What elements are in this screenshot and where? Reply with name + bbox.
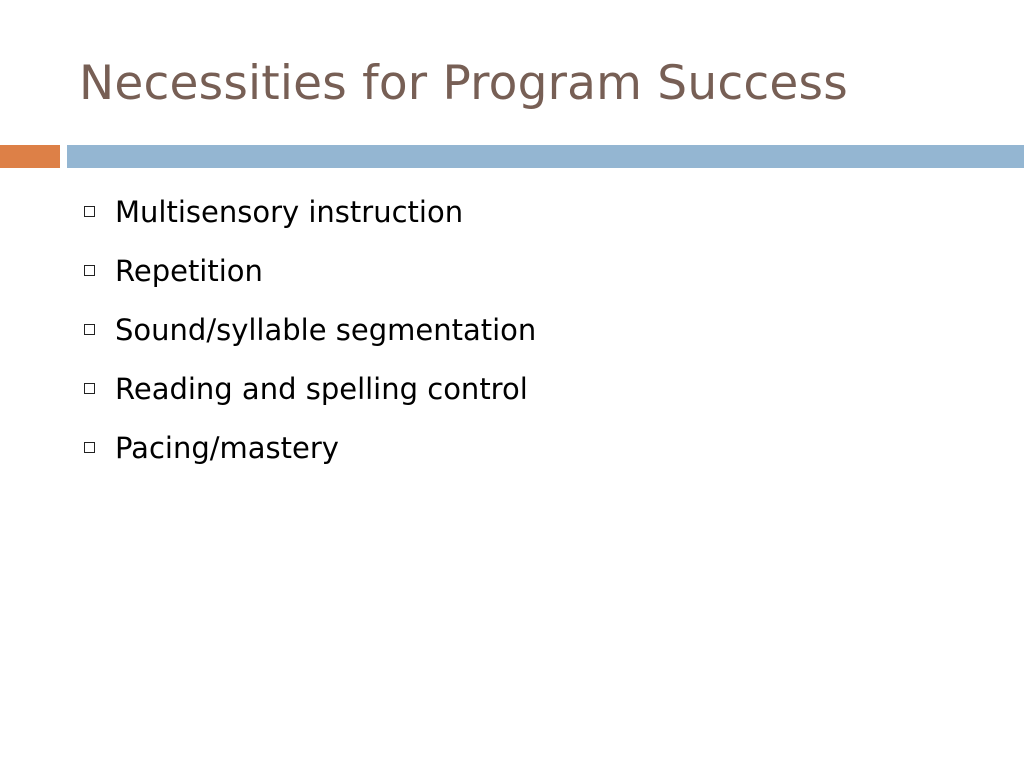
bullet-item — [84, 300, 536, 359]
hollow-square-icon — [84, 206, 95, 217]
slide-title: Necessities for Program Success — [79, 56, 848, 111]
bullet-text: Sound/syllable segmentation — [115, 312, 537, 347]
accent-bar-orange — [0, 145, 60, 168]
hollow-square-icon — [84, 324, 95, 335]
bullet-text: Reading and spelling control — [115, 371, 528, 406]
hollow-square-icon — [84, 442, 95, 453]
bullet-list — [84, 182, 536, 477]
hollow-square-icon — [84, 265, 95, 276]
bullet-item — [84, 418, 536, 477]
hollow-square-icon — [84, 383, 95, 394]
accent-bar-blue — [67, 145, 1024, 168]
bullet-item — [84, 182, 536, 241]
bullet-item — [84, 359, 536, 418]
bullet-text: Repetition — [115, 253, 263, 288]
bullet-text: Pacing/mastery — [115, 430, 339, 465]
bullet-text: Multisensory instruction — [115, 194, 464, 229]
bullet-item — [84, 241, 536, 300]
